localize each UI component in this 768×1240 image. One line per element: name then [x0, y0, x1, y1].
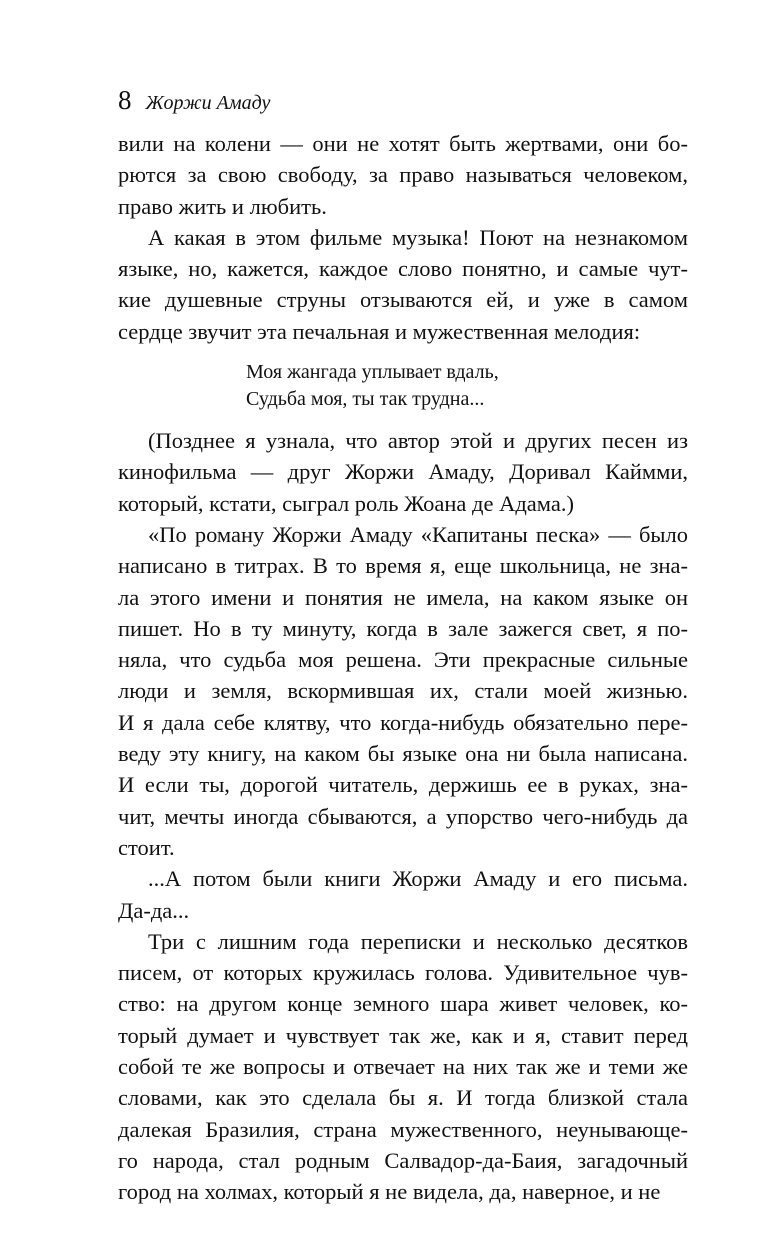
text-line: пишет. Но в ту минуту, когда в зале зажегся свет, я по-: [118, 615, 688, 641]
text-line: веду эту книгу, на каком бы языке она ни была написана.: [118, 741, 688, 767]
verse-line: Судьба моя, ты так трудна...: [246, 388, 485, 411]
text-line: сердце звучит эта печальная и мужественная мелодия:: [118, 318, 641, 344]
text-line: го народа, стал родным Салвадор-да-Баия, загадочный: [118, 1147, 688, 1173]
text-line: словами, как это сделала бы я. И тогда близкой стала: [118, 1085, 688, 1111]
paragraph: [118, 222, 688, 347]
text-line: языке, но, кажется, каждое слово понятно, и самые чут-: [118, 256, 688, 282]
page-number: 8: [118, 85, 132, 115]
text-line: написано в титрах. В то время я, еще школьница, не зна-: [118, 553, 688, 579]
text-line: вили на колени — они не хотят быть жертвами, они бо-: [118, 131, 688, 156]
page-header: [118, 84, 688, 116]
text-line: кие душевные струны отзываются ей, и уже в самом: [118, 287, 688, 313]
text-line: торый думает и чувствует так же, как и я, ставит перед: [118, 1022, 688, 1048]
text-before-verse: [118, 128, 688, 347]
paragraph: [118, 425, 688, 519]
text-line: «По роману Жоржи Амаду «Капитаны песка» — было: [148, 521, 688, 547]
paragraph: [118, 863, 688, 926]
text-line: Да-да...: [118, 897, 190, 923]
paragraph: [118, 128, 688, 222]
verse-line: Моя жангада уплывает вдаль,: [246, 361, 499, 384]
text-line: собой те же вопросы и отвечает на них так же и теми же: [118, 1054, 688, 1080]
text-line: право жить и любить.: [118, 193, 327, 219]
text-line: люди и земля, вскормившая их, стали моей жизнью.: [118, 678, 688, 704]
verse-quote: [246, 359, 688, 413]
text-line: чит, мечты иногда сбываются, а упорство чего-нибудь да: [118, 803, 688, 829]
text-line: И я дала себе клятву, что когда-нибудь обязательно пере-: [118, 709, 688, 735]
paragraph: [118, 519, 688, 863]
text-line: (Позднее я узнала, что автор этой и других песен из: [148, 428, 688, 454]
running-head-author: Жоржи Амаду: [145, 92, 271, 114]
text-line: стоит.: [118, 834, 175, 860]
text-line: ла этого имени и понятия не имела, на каком языке он: [118, 584, 688, 610]
text-line: город на холмах, который я не видела, да, наверное, и не: [118, 1179, 661, 1205]
book-text: [118, 128, 688, 1208]
text-line: рются за свою свободу, за право называться человеком,: [118, 162, 688, 188]
text-line: Три с лишним года переписки и несколько десятков: [148, 928, 688, 954]
text-line: ство: на другом конце земного шара живет человек, ко-: [118, 991, 688, 1017]
text-line: который, кстати, сыграл роль Жоана де Адама.): [118, 490, 574, 516]
text-line: няла, что судьба моя решена. Эти прекрасные сильные: [118, 647, 688, 673]
text-line: кинофильма — друг Жоржи Амаду, Доривал Каймми,: [118, 459, 688, 485]
text-line: далекая Бразилия, страна мужественного, неунывающе-: [118, 1116, 688, 1142]
text-line: А какая в этом фильме музыка! Поют на незнакомом: [148, 224, 688, 250]
text-after-verse: [118, 425, 688, 1207]
text-line: ...А потом были книги Жоржи Амаду и его письма.: [148, 866, 688, 892]
text-line: И если ты, дорогой читатель, держишь ее в руках, зна-: [118, 772, 688, 798]
text-line: писем, от которых кружилась голова. Удивительное чув-: [118, 960, 688, 986]
paragraph: [118, 926, 688, 1208]
